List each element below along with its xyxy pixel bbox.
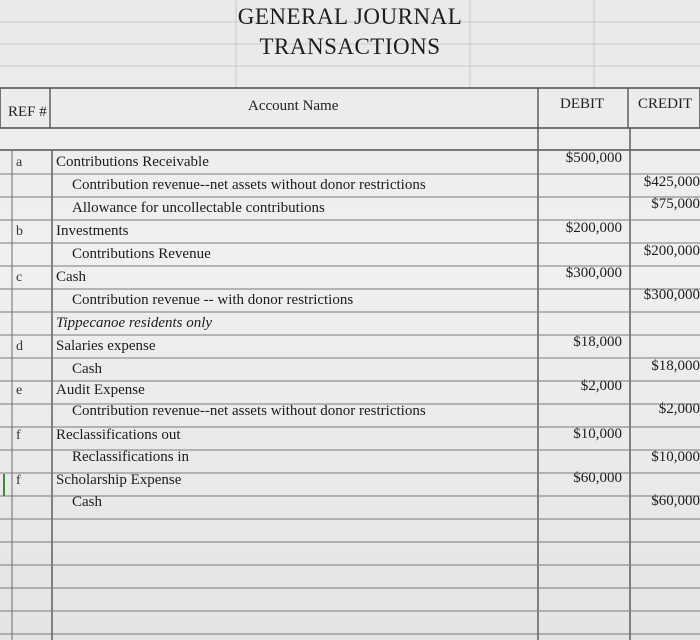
debit-column-header: DEBIT [560,96,605,112]
entry-credit-amount[interactable]: $60,000 [651,493,700,509]
entry-ref-c[interactable]: c [16,270,23,285]
entry-account-name[interactable]: Allowance for uncollectable contributions [72,200,325,216]
entry-credit-amount[interactable]: $2,000 [658,401,700,417]
entry-account-name[interactable]: Reclassifications in [72,449,190,465]
entry-account-name[interactable]: Cash [72,361,102,377]
entry-debit-amount[interactable]: $18,000 [573,334,622,350]
entry-credit-amount[interactable]: $10,000 [651,449,700,465]
credit-column-header: CREDIT [638,96,693,112]
entry-credit-amount[interactable]: $200,000 [643,243,700,259]
entry-debit-amount[interactable]: $2,000 [580,378,622,394]
entry-ref-d[interactable]: d [16,339,23,354]
entry-debit-amount[interactable]: $200,000 [565,220,622,236]
entry-debit-amount[interactable]: $10,000 [573,426,622,442]
entry-credit-amount[interactable]: $75,000 [651,196,700,212]
entry-ref-f[interactable]: f [16,428,21,443]
entry-ref-f[interactable]: f [16,473,21,488]
entry-credit-amount[interactable]: $18,000 [651,358,700,374]
entry-debit-amount[interactable]: $300,000 [565,265,622,281]
journal-title-line2: TRANSACTIONS [259,34,441,59]
entry-account-name[interactable]: Contribution revenue--net assets without donor restrictions [72,177,426,193]
entry-ref-a[interactable]: a [16,155,23,170]
entry-account-name[interactable]: Reclassifications out [56,427,181,443]
entry-account-name[interactable]: Audit Expense [56,382,145,398]
entry-debit-amount[interactable]: $500,000 [565,150,622,166]
entry-ref-e[interactable]: e [16,383,23,398]
account-name-column-header: Account Name [248,98,339,114]
entry-account-name[interactable]: Contributions Receivable [56,154,209,170]
entry-account-name[interactable]: Scholarship Expense [56,472,182,488]
entry-account-name[interactable]: Tippecanoe residents only [56,315,213,331]
entry-account-name[interactable]: Contributions Revenue [72,246,211,262]
entry-account-name[interactable]: Cash [72,494,102,510]
entry-account-name[interactable]: Cash [56,269,86,285]
entry-account-name[interactable]: Investments [56,223,129,239]
entry-account-name[interactable]: Contribution revenue -- with donor restrictions [72,292,354,308]
entry-debit-amount[interactable]: $60,000 [573,470,622,486]
entry-ref-b[interactable]: b [16,224,23,239]
journal-title-line1: GENERAL JOURNAL [237,4,463,29]
entry-credit-amount[interactable]: $300,000 [643,287,700,303]
entry-account-name[interactable]: Contribution revenue--net assets without donor restrictions [72,403,426,419]
ref-column-header: REF # [8,104,47,120]
entry-credit-amount[interactable]: $425,000 [643,174,700,190]
entry-account-name[interactable]: Salaries expense [56,338,156,354]
